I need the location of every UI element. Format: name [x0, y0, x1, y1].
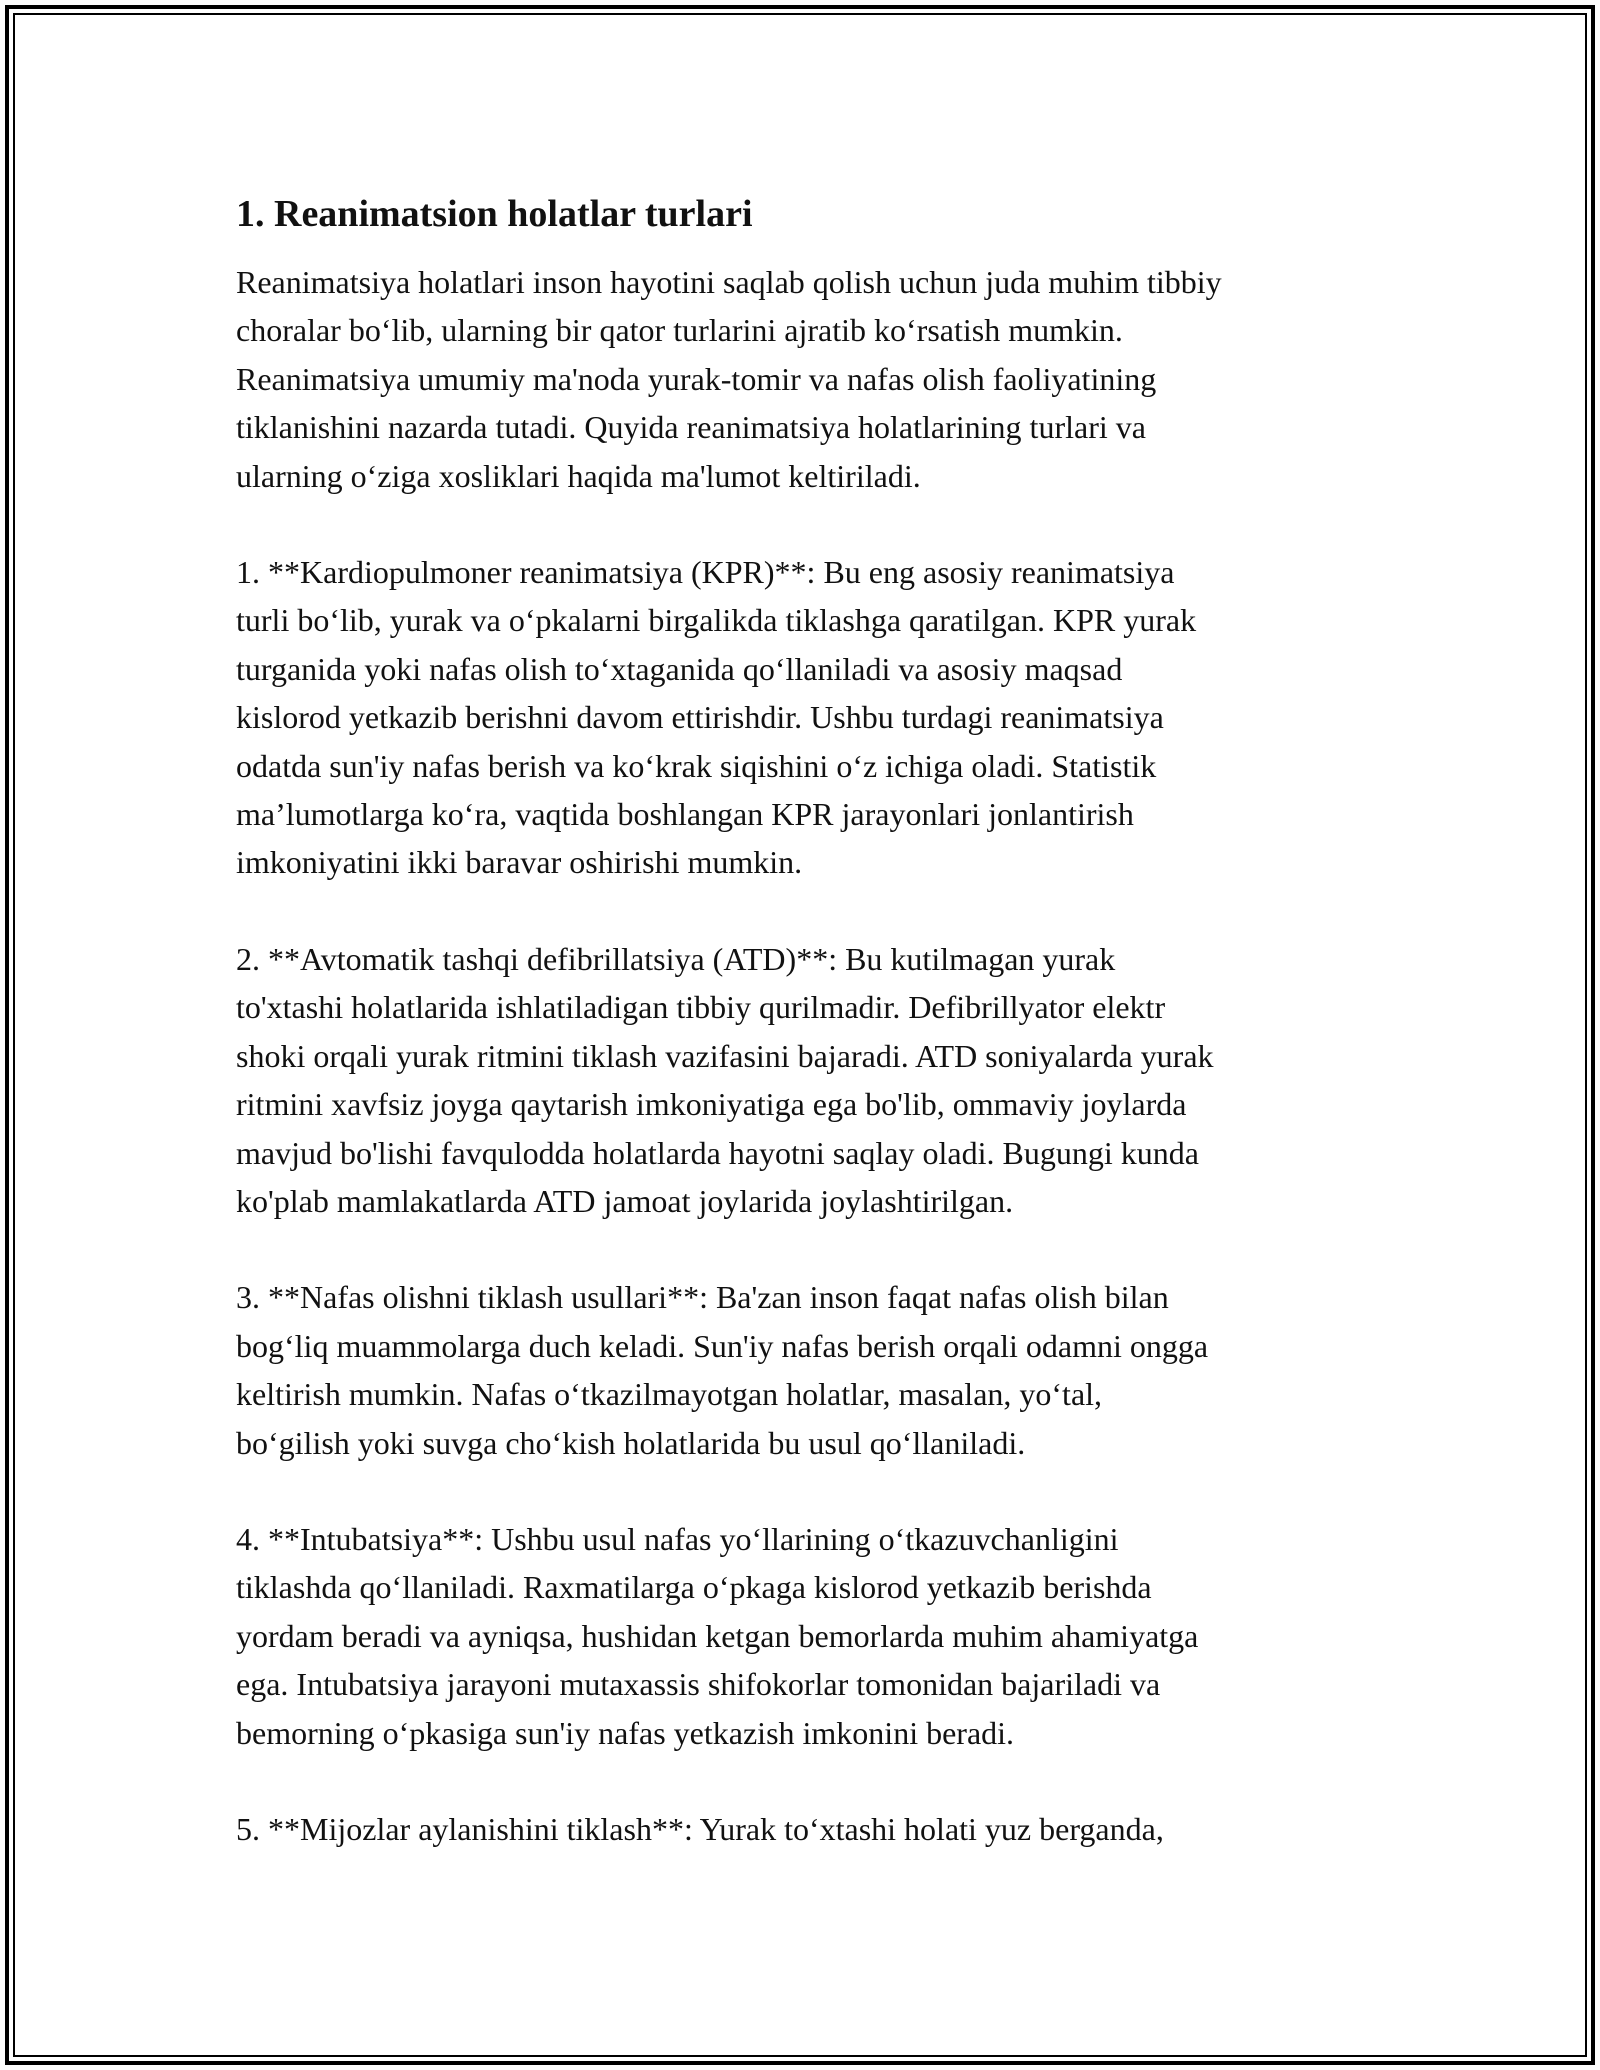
document-body: [236, 190, 1376, 1901]
paragraph-circulation-restoration: 5. **Mijozlar aylanishini tiklash**: Yurak to‘xtashi holati yuz berganda,: [236, 1810, 1164, 1847]
paragraph-intubation: 4. **Intubatsiya**: Ushbu usul nafas yo‘llarining o‘tkazuvchanligini tiklashda qo‘llaniladi. Raxmatilarga o‘pkaga kislorod yetkazib berishda yordam beradi va ayniqsa, hushidan ketgan bemorlarda muhim ahamiyatga ega. Intubatsiya jarayoni mutaxassis shifokorlar tomonidan bajariladi va bemorning o‘pkasiga sun'iy nafas yetkazish imkonini beradi.: [236, 1520, 1199, 1751]
paragraph-atd: 2. **Avtomatik tashqi defibrillatsiya (ATD)**: Bu kutilmagan yurak to'xtashi holatlarida ishlatiladigan tibbiy qurilmadir. Defibrillyator elektr shoki orqali yurak ritmini tiklash vazifasini bajaradi. ATD soniyalarda yurak ritmini xavfsiz joyga qaytarish imkoniyatiga ega bo'lib, ommaviy joylarda mavjud bo'lishi favqulodda holatlarda hayotni saqlay oladi. Bugungi kunda ko'plab mamlakatlarda ATD jamoat joylarida joylashtirilgan.: [236, 940, 1214, 1219]
intro-paragraph: Reanimatsiya holatlari inson hayotini saqlab qolish uchun juda muhim tibbiy choralar bo‘lib, ularning bir qator turlarini ajratib ko‘rsatish mumkin. Reanimatsiya umumiy ma'noda yurak-tomir va nafas olish faoliyatining tiklanishini nazarda tutadi. Quyida reanimatsiya holatlarining turlari va ularning o‘ziga xosliklari haqida ma'lumot keltiriladi.: [236, 264, 1222, 494]
paragraph-breathing-restoration: 3. **Nafas olishni tiklash usullari**: Ba'zan inson faqat nafas olish bilan bog‘liq muammolarga duch keladi. Sun'iy nafas berish orqali odamni ongga keltirish mumkin. Nafas o‘tkazilmayotgan holatlar, masalan, yo‘tal, bo‘gilish yoki suvga cho‘kish holatlarida bu usul qo‘llaniladi.: [236, 1279, 1209, 1461]
paragraph-kpr: 1. **Kardiopulmoner reanimatsiya (KPR)**: Bu eng asosiy reanimatsiya turli bo‘lib, yurak va o‘pkalarni birgalikda tiklashga qaratilgan. KPR yurak turganida yoki nafas olish to‘xtaganida qo‘llaniladi va asosiy maqsad kislorod yetkazib berishni davom ettirishdir. Ushbu turdagi reanimatsiya odatda sun'iy nafas berish va ko‘krak siqishini o‘z ichiga oladi. Statistik ma’lumotlarga ko‘ra, vaqtida boshlangan KPR jarayonlari jonlantirish imkoniyatini ikki baravar oshirishi mumkin.: [236, 554, 1197, 881]
section-heading: 1. Reanimatsion holatlar turlari: [236, 193, 753, 235]
